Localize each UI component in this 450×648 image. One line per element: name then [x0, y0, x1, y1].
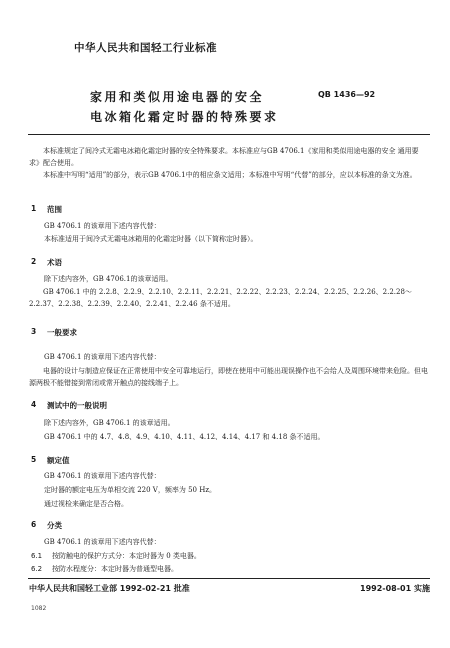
section-1-number: 1 [31, 204, 37, 213]
section-4-title: 测试中的一般说明 [47, 401, 107, 410]
section-4-number: 4 [31, 400, 37, 409]
issuing-authority: 中华人民共和国轻工行业标准 [74, 42, 217, 54]
section-3-title: 一般要求 [47, 328, 77, 337]
document-title-line-1: 家用和类似用途电器的安全 [90, 90, 265, 104]
section-2-title: 术语 [47, 258, 62, 267]
section-5-line-1: GB 4706.1 的该章用下述内容代替： [44, 472, 161, 480]
section-2-line-2: GB 4706.1 中的 2.2.8、2.2.9、2.2.10、2.2.11、2.2.21、2.2.22、2.2.23、2.2.24、2.2.25、2.2.26、2.2.28～2.2.37、2.2.38、2.2.39、2.2.40、2.2.41、2.2.46 条不适用。 [29, 288, 412, 308]
footer-rule [28, 578, 430, 579]
section-1-title: 范围 [47, 205, 62, 214]
implementation-date: 1992-08-01 实施 [360, 584, 430, 593]
intro-paragraph-1: 本标准规定了间冷式无霜电冰箱化霜定时器的安全特殊要求。本标准应与GB 4706.1《家用和类似用途电器的安全 通用要求》配合使用。 [29, 147, 419, 167]
section-6-item-1-text: 按防触电的保护方式分：本定时器为 0 类电器。 [52, 552, 201, 560]
page-number: 1082 [31, 605, 47, 612]
section-4-line-1: 除下述内容外，GB 4706.1 的该章适用。 [44, 419, 175, 427]
standard-code: QB 1436—92 [318, 90, 376, 99]
header-rule [28, 134, 430, 135]
section-3-line-2: 电器的设计与制造应保证在正常使用中安全可靠地运行，即使在使用中可能出现误操作也不会给人及周围环境带来危险。但电源两极不能错接到常闭或常开触点的接线端子上。 [29, 367, 428, 387]
section-6-line-1: GB 4706.1 的该章用下述内容代替： [44, 538, 161, 546]
section-5-number: 5 [31, 455, 37, 464]
section-6-number: 6 [31, 520, 37, 529]
section-1-line-1: GB 4706.1 的该章用下述内容代替： [44, 222, 161, 230]
section-1-line-2: 本标准适用于间冷式无霜电冰箱用的化霜定时器（以下简称定时器）。 [44, 235, 258, 243]
section-6-item-2-number: 6.2 [31, 565, 43, 573]
section-6-title: 分类 [47, 521, 62, 530]
section-6-item-2-text: 按防水程度分：本定时器为普通型电器。 [52, 565, 178, 573]
document-title-line-2: 电冰箱化霜定时器的特殊要求 [90, 110, 279, 124]
section-5-line-3: 通过视检来确定是否合格。 [44, 500, 128, 508]
section-5-title: 额定值 [47, 456, 70, 465]
section-5-line-2: 定时器的额定电压为单相交流 220 V，频率为 50 Hz。 [44, 486, 217, 494]
section-3-line-1: GB 4706.1 的该章用下述内容代替： [44, 353, 161, 361]
approval-line: 中华人民共和国轻工业部 1992-02-21 批准 [29, 584, 190, 593]
section-2-number: 2 [31, 257, 37, 266]
section-2-line-1: 除下述内容外，GB 4706.1的该章适用。 [44, 275, 173, 283]
section-6-item-1-number: 6.1 [31, 552, 43, 560]
section-3-number: 3 [31, 327, 37, 336]
intro-paragraph-2: 本标准中写明“适用”的部分，表示GB 4706.1中的相应条文适用；本标准中写明“代替”的部分，应以本标准的条文为准。 [43, 171, 417, 179]
section-4-line-2: GB 4706.1 中的 4.7、4.8、4.9、4.10、4.11、4.12、4.14、4.17 和 4.18 条不适用。 [44, 433, 325, 441]
